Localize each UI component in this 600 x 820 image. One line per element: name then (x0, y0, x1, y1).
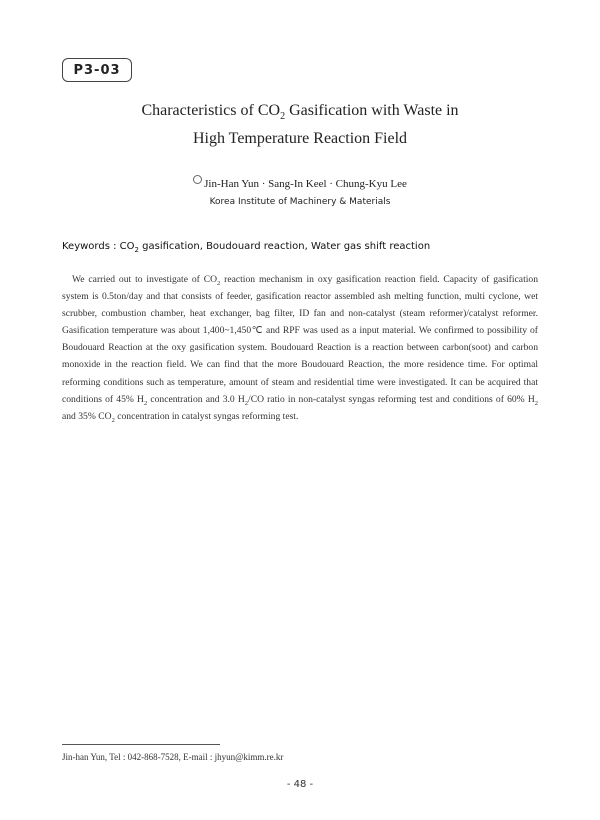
author-list: Jin-Han Yun · Sang-In Keel · Chung-Kyu Lee (60, 175, 540, 190)
page-number: - 48 - (286, 779, 314, 790)
title-line-2: High Temperature Reaction Field (192, 130, 408, 148)
paper-title (60, 100, 540, 150)
affiliation: Korea Institute of Machinery & Materials (209, 197, 391, 207)
paper-code-badge: P3-03 (62, 58, 132, 82)
footnote-divider (62, 744, 220, 745)
presenter-circle-icon (193, 175, 202, 184)
keywords-line: Keywords : $CO_2$ gasification, Boudouard reaction, Water gas shift reaction (62, 241, 431, 254)
footnote-contact: Jin-han Yun, Tel : 042-868-7528, E-mail : jhyun@kimm.re.kr (62, 752, 284, 762)
abstract-paragraph: We carried out to investigate of $CO_2$ reaction mechanism in oxy gasification reaction field. Capacity of gasification system is 0.5ton/day and that consists of feeder, gasification reactor assembled ash melting function, multi cyclone, wet scrubber, combustion chamber, heat exchanger, bag filter, ID fan and non-catalyst (steam reformer)/catalyst reformer. Gasification temperature was about 1,400~1,450℃ and RPF was used as a input material. We confirmed to possibility of Boudouard Reaction at the oxy gasification system. Boudouard Reaction is a reaction between carbon(soot) and carbon monoxide in the reaction field. We can find that the more Boudouard Reaction, the more residence time. For optimal reforming conditions such as temperature, amount of steam and residential time were investigated. It can be acquired that conditions of 45% $H_2$ concentration and 3.0 $H_2/CO$ ratio in non-catalyst syngas reforming test and conditions of 60% $H_2$ and 35% $CO_2$ concentration in catalyst syngas reforming test. (62, 274, 538, 424)
title-line-1: Characteristics of $CO_2$ Gasification with Waste in (141, 102, 459, 123)
keywords-label: Keywords : (62, 241, 120, 252)
